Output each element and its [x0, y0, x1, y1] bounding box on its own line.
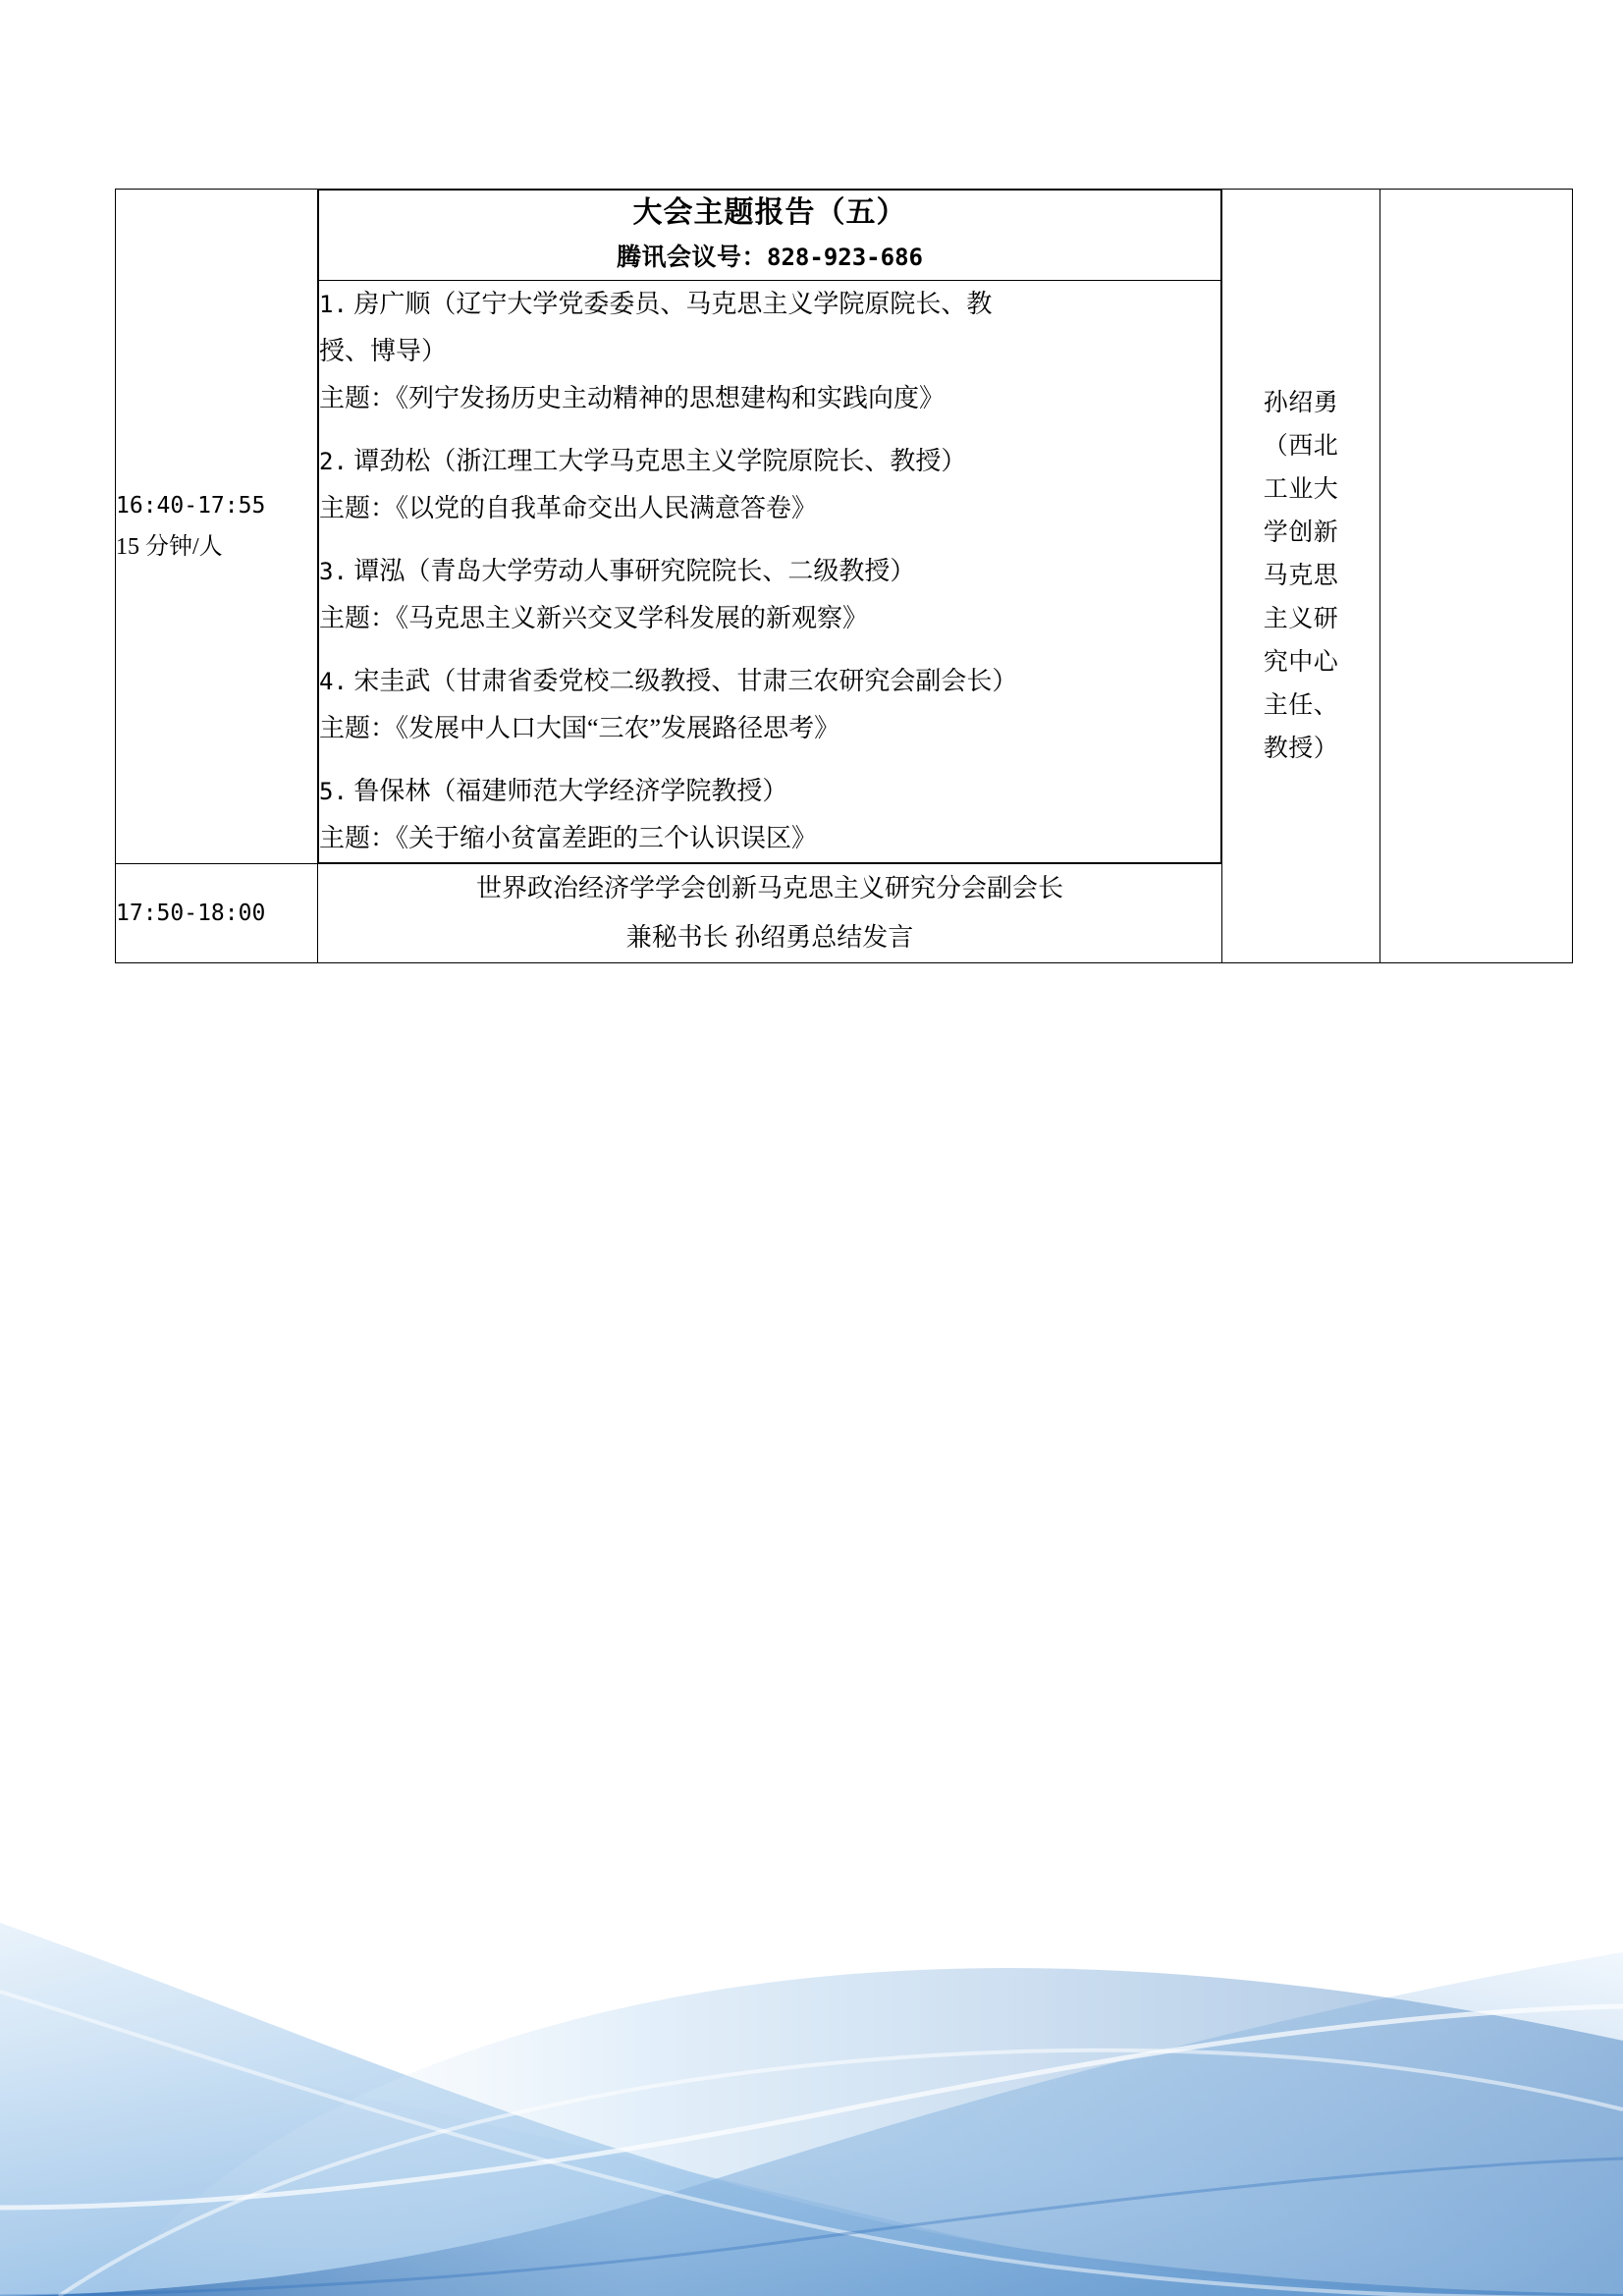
item-number: 3.: [319, 558, 348, 585]
swirl-band-3: [0, 1952, 1623, 2296]
list-item: [319, 768, 1220, 862]
meeting-label: 腾讯会议号：: [617, 245, 768, 271]
table-row: [116, 190, 1573, 864]
closing-time-range: 17:50-18:00: [116, 901, 266, 926]
speaker-topic: 主题：《以党的自我革命交出人民满意答卷》: [319, 494, 818, 522]
chair-line: 马克思: [1263, 562, 1339, 589]
session-meeting-line: [319, 236, 1220, 280]
closing-line: 兼秘书长 孙绍勇总结发言: [625, 923, 914, 952]
session-time-cell: [116, 190, 318, 864]
item-number: 4.: [319, 668, 348, 695]
swirl-highlight-1: [0, 2006, 1623, 2208]
speaker-name-affiliation: 鲁保林（福建师范大学经济学院教授）: [353, 777, 788, 805]
speaker-line: [319, 548, 1220, 595]
item-number: 2.: [319, 448, 348, 475]
list-item: [319, 281, 1220, 422]
item-number: 1.: [319, 291, 348, 318]
session-content-cell: [318, 190, 1222, 864]
session-body-row: [319, 281, 1221, 863]
chair-line: 教授）: [1263, 735, 1339, 762]
swirl-band-1: [0, 1923, 1623, 2296]
session-title: 大会主题报告（五）: [632, 196, 907, 229]
closing-time-cell: [116, 864, 318, 963]
speaker-line: [319, 281, 1220, 328]
speaker-line: [319, 438, 1220, 485]
chair-line: 主任、: [1263, 691, 1339, 719]
swirl-highlight-4: [0, 2159, 1623, 2296]
closing-line: 世界政治经济学学会创新马克思主义研究分会副会长: [475, 874, 1063, 902]
speaker-topic: 主题：《列宁发扬历史主动精神的思想建构和实践向度》: [319, 384, 946, 412]
swirl-highlight-2: [59, 2050, 1623, 2296]
item-number: 5.: [319, 778, 348, 805]
chair-line: 主义研: [1263, 605, 1339, 632]
list-item: [319, 658, 1220, 752]
speaker-name-affiliation: 谭泓（青岛大学劳动人事研究院院长、二级教授）: [353, 557, 916, 585]
notes-cell: [1380, 190, 1573, 963]
speaker-name-affiliation: 谭劲松（浙江理工大学马克思主义学院原院长、教授）: [353, 447, 967, 475]
swirl-band-2: [0, 2031, 1623, 2296]
speaker-line-continued: 授、博导）: [319, 337, 448, 365]
swirl-band-4: [108, 1968, 1623, 2296]
chair-line: （西北: [1263, 432, 1339, 460]
closing-remarks-cell: [318, 864, 1222, 963]
list-item: [319, 548, 1220, 642]
speaker-topic: 主题：《发展中人口大国“三农”发展路径思考》: [319, 714, 840, 742]
speaker-name-affiliation: 房广顺（辽宁大学党委委员、马克思主义学院原院长、教: [353, 290, 993, 318]
session-time-per-person: 15 分钟/人: [116, 534, 223, 560]
speaker-topic: 主题：《关于缩小贫富差距的三个认识误区》: [319, 824, 818, 852]
chair-line: 究中心: [1263, 648, 1339, 676]
meeting-number: 828-923-686: [767, 244, 923, 271]
session-time-range: 16:40-17:55: [116, 493, 266, 519]
chair-line: 孙绍勇: [1263, 389, 1339, 416]
speaker-line: [319, 768, 1220, 815]
speaker-name-affiliation: 宋圭武（甘肃省委党校二级教授、甘肃三农研究会副会长）: [353, 667, 1018, 695]
conference-schedule-table: [115, 189, 1573, 963]
list-item: [319, 438, 1220, 532]
speaker-topic: 主题：《马克思主义新兴交叉学科发展的新观察》: [319, 604, 869, 632]
chair-line: 学创新: [1263, 519, 1339, 546]
decorative-swirl-artwork: [0, 1746, 1623, 2296]
session-chair-cell: [1222, 190, 1380, 963]
speaker-line: [319, 658, 1220, 705]
chair-line: 工业大: [1263, 475, 1339, 503]
session-header-row: [319, 191, 1221, 281]
session-inner-table: [318, 190, 1221, 863]
swirl-highlight-3: [0, 1992, 1623, 2296]
session-speaker-list: [319, 281, 1221, 863]
session-header-cell: [319, 191, 1221, 281]
